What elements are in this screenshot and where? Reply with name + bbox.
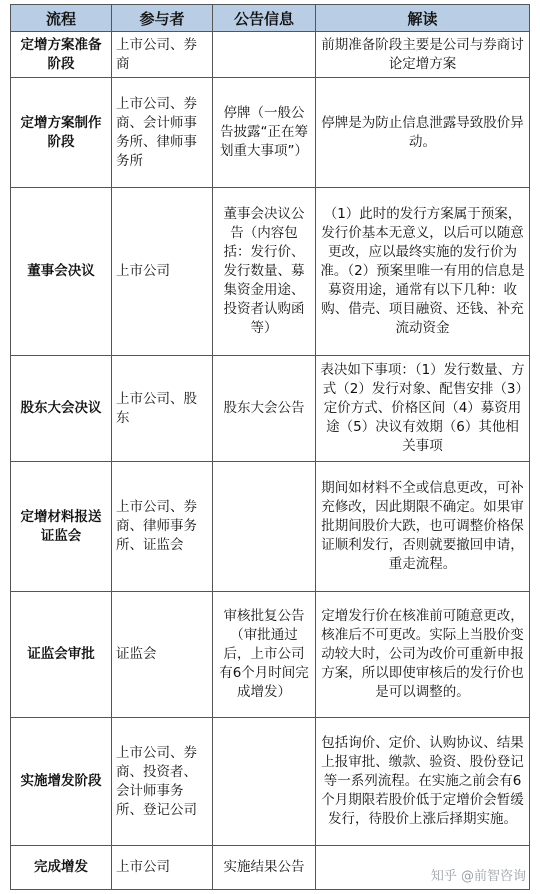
stage-cell: 证监会审批	[11, 592, 112, 718]
stage-cell: 董事会决议	[11, 188, 112, 356]
notice-cell: 停牌（一般公告披露“正在筹划重大事项”）	[213, 78, 316, 188]
participants-cell: 上市公司、券商、会计师事务所、律师事务所	[112, 78, 213, 188]
table-row	[11, 356, 530, 462]
table-header-row	[11, 5, 530, 32]
interpretation-cell: 停牌是为防止信息泄露导致股价异动。	[316, 78, 530, 188]
watermark: 知乎 @前智咨询	[430, 869, 526, 884]
table-row	[11, 718, 530, 846]
stage-cell: 完成增发	[11, 846, 112, 890]
participants-cell: 上市公司、券商、律师事务所、证监会	[112, 462, 213, 592]
stage-cell: 定增方案准备阶段	[11, 32, 112, 78]
stage-cell: 定增材料报送证监会	[11, 462, 112, 592]
participants-cell: 上市公司、券商、投资者、会计师事务所、登记公司	[112, 718, 213, 846]
stage-cell: 定增方案制作阶段	[11, 78, 112, 188]
participants-cell: 上市公司、股东	[112, 356, 213, 462]
interpretation-cell: （1）此时的发行方案属于预案，发行价基本无意义，以后可以随意更改，应以最终实施的发行价为准。（2）预案里唯一有用的信息是募资用途，通常有以下几种：收购、借壳、项目融资、还钱、补充流动资金	[316, 188, 530, 356]
notice-cell: 实施结果公告	[213, 846, 316, 890]
notice-cell: 董事会决议公告（内容包括：发行价、发行数量、募集资金用途、投资者认购函等）	[213, 188, 316, 356]
interpretation-cell: 定增发行价在核准前可随意更改，核准后不可更改。实际上当股价变动较大时，公司为改价可重新申报方案，所以即使审核后的发行价也是可以调整的。	[316, 592, 530, 718]
table-row	[11, 592, 530, 718]
notice-cell	[213, 32, 316, 78]
interpretation-cell: 表决如下事项：（1）发行数量、方式（2）发行对象、配售安排（3）定价方式、价格区间（4）募资用途（5）决议有效期（6）其他相关事项	[316, 356, 530, 462]
interpretation-cell: 包括询价、定价、认购协议、结果上报审批、缴款、验资、股份登记等一系列流程。在实施之前会有6个月期限若股价低于定增价会暂缓发行，待股价上涨后择期实施。	[316, 718, 530, 846]
header-interpretation: 解读	[316, 5, 530, 32]
notice-cell: 股东大会公告	[213, 356, 316, 462]
table-row	[11, 32, 530, 78]
participants-cell: 上市公司	[112, 188, 213, 356]
stage-cell: 实施增发阶段	[11, 718, 112, 846]
table-row	[11, 188, 530, 356]
notice-cell	[213, 718, 316, 846]
table-row	[11, 78, 530, 188]
header-stage: 流程	[11, 5, 112, 32]
notice-cell: 审核批复公告（审批通过后，上市公司有6个月时间完成增发）	[213, 592, 316, 718]
stage-cell: 股东大会决议	[11, 356, 112, 462]
participants-cell: 上市公司	[112, 846, 213, 890]
table-row	[11, 462, 530, 592]
participants-cell: 证监会	[112, 592, 213, 718]
notice-cell	[213, 462, 316, 592]
header-notice: 公告信息	[213, 5, 316, 32]
private-placement-process-table	[10, 4, 530, 890]
participants-cell: 上市公司、券商	[112, 32, 213, 78]
interpretation-cell: 期间如材料不全或信息更改，可补充修改，因此期限不确定。如果审批期间股价大跌，也可调整价格保证顺利发行，否则就要撤回申请，重走流程。	[316, 462, 530, 592]
header-participants: 参与者	[112, 5, 213, 32]
interpretation-cell: 前期准备阶段主要是公司与券商讨论定增方案	[316, 32, 530, 78]
